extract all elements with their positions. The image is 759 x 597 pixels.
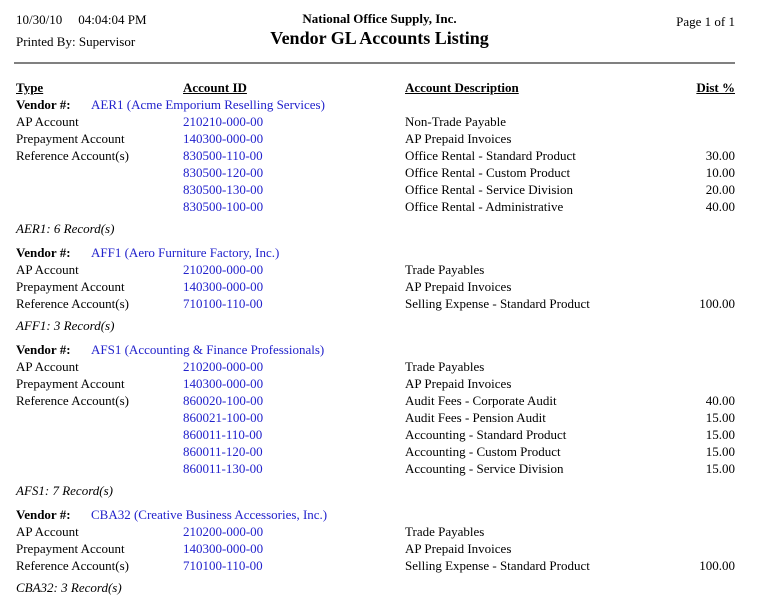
row-dist-pct: 15.00	[705, 461, 735, 476]
row-account-id-link[interactable]: 830500-120-00	[183, 165, 264, 180]
row-type-label: Prepayment Account	[16, 541, 125, 556]
vendor-header-row	[0, 244, 759, 261]
row-account-description: Audit Fees - Pension Audit	[405, 410, 546, 425]
row-account-description: Selling Expense - Standard Product	[405, 296, 590, 311]
account-row	[0, 375, 759, 392]
row-dist-pct	[655, 540, 735, 557]
row-type-label	[16, 198, 183, 215]
row-account-id-link[interactable]: 860011-130-00	[183, 461, 263, 476]
row-type-label: AP Account	[16, 114, 79, 129]
row-type-label: Prepayment Account	[16, 279, 125, 294]
row-dist-pct	[655, 358, 735, 375]
account-row	[0, 147, 759, 164]
account-row	[0, 523, 759, 540]
column-header-account-id: Account ID	[183, 80, 247, 95]
account-row	[0, 295, 759, 312]
row-account-id-link[interactable]: 210200-000-00	[183, 262, 264, 277]
row-type-label: Prepayment Account	[16, 131, 125, 146]
row-dist-pct: 40.00	[705, 199, 735, 214]
vendor-id-link[interactable]: AFF1 (Aero Furniture Factory, Inc.)	[91, 245, 280, 260]
row-account-id-link[interactable]: 210210-000-00	[183, 114, 264, 129]
row-account-description: Office Rental - Administrative	[405, 199, 564, 214]
row-type-label	[16, 460, 183, 477]
row-dist-pct: 15.00	[705, 427, 735, 442]
row-dist-pct: 20.00	[705, 182, 735, 197]
vendor-id-link[interactable]: AFS1 (Accounting & Finance Professionals)	[91, 342, 325, 357]
vendor-section	[0, 244, 759, 334]
report-header	[0, 0, 759, 62]
row-account-id-link[interactable]: 860011-110-00	[183, 427, 263, 442]
row-account-description: AP Prepaid Invoices	[405, 541, 512, 556]
row-type-label	[16, 164, 183, 181]
account-row	[0, 164, 759, 181]
row-account-description: Accounting - Service Division	[405, 461, 564, 476]
row-account-id-link[interactable]: 830500-130-00	[183, 182, 264, 197]
account-row	[0, 392, 759, 409]
header-rule	[14, 62, 735, 64]
row-account-id-link[interactable]: 140300-000-00	[183, 131, 264, 146]
row-dist-pct: 15.00	[705, 410, 735, 425]
report-titles	[0, 12, 759, 48]
row-account-id-link[interactable]: 860011-120-00	[183, 444, 263, 459]
row-account-description: AP Prepaid Invoices	[405, 376, 512, 391]
row-dist-pct	[655, 278, 735, 295]
row-dist-pct: 15.00	[705, 444, 735, 459]
print-time: 04:04:04 PM	[78, 12, 147, 27]
row-account-id-link[interactable]: 860021-100-00	[183, 410, 264, 425]
row-account-description: Audit Fees - Corporate Audit	[405, 393, 557, 408]
row-account-id-link[interactable]: 860020-100-00	[183, 393, 264, 408]
row-account-description: Trade Payables	[405, 524, 485, 539]
account-row	[0, 557, 759, 574]
page-indicator: Page 1 of 1	[676, 14, 735, 29]
row-account-id-link[interactable]: 830500-100-00	[183, 199, 264, 214]
vendor-record-count: AFF1: 3 Record(s)	[16, 318, 115, 333]
row-account-description: Selling Expense - Standard Product	[405, 558, 590, 573]
row-type-label: Prepayment Account	[16, 376, 125, 391]
vendor-record-count: AER1: 6 Record(s)	[16, 221, 115, 236]
row-dist-pct: 30.00	[705, 148, 735, 163]
vendor-rows	[0, 523, 759, 574]
row-account-id-link[interactable]: 140300-000-00	[183, 376, 264, 391]
column-header-account-description: Account Description	[405, 80, 519, 95]
row-type-label: AP Account	[16, 524, 79, 539]
vendor-section	[0, 341, 759, 499]
vendor-rows	[0, 358, 759, 477]
account-row	[0, 426, 759, 443]
account-row	[0, 540, 759, 557]
row-account-description: Accounting - Standard Product	[405, 427, 567, 442]
vendor-number-label: Vendor #:	[16, 245, 71, 260]
row-account-id-link[interactable]: 210200-000-00	[183, 524, 264, 539]
row-account-id-link[interactable]: 710100-110-00	[183, 558, 263, 573]
vendor-sections	[0, 96, 759, 596]
row-account-id-link[interactable]: 140300-000-00	[183, 279, 264, 294]
printed-by-value: Supervisor	[78, 34, 136, 49]
vendor-header-row	[0, 506, 759, 523]
print-date: 10/30/10	[16, 12, 63, 27]
account-row	[0, 443, 759, 460]
row-type-label: Reference Account(s)	[16, 148, 129, 163]
vendor-number-label: Vendor #:	[16, 507, 71, 522]
account-row	[0, 358, 759, 375]
account-row	[0, 261, 759, 278]
row-type-label: Reference Account(s)	[16, 558, 129, 573]
vendor-id-link[interactable]: AER1 (Acme Emporium Reselling Services)	[91, 97, 325, 112]
account-row	[0, 130, 759, 147]
vendor-rows	[0, 113, 759, 215]
row-dist-pct	[655, 261, 735, 278]
row-dist-pct	[655, 130, 735, 147]
row-type-label: Reference Account(s)	[16, 393, 129, 408]
vendor-number-label: Vendor #:	[16, 97, 71, 112]
row-account-description: Office Rental - Standard Product	[405, 148, 576, 163]
account-row	[0, 409, 759, 426]
column-header-dist-pct: Dist %	[696, 80, 735, 95]
row-account-description: Trade Payables	[405, 359, 485, 374]
vendor-header-row	[0, 96, 759, 113]
account-row	[0, 198, 759, 215]
row-account-id-link[interactable]: 140300-000-00	[183, 541, 264, 556]
vendor-number-label: Vendor #:	[16, 342, 71, 357]
vendor-id-link[interactable]: CBA32 (Creative Business Accessories, Inc.)	[91, 507, 328, 522]
vendor-rows	[0, 261, 759, 312]
account-row	[0, 113, 759, 130]
row-account-description: AP Prepaid Invoices	[405, 131, 512, 146]
row-account-description: Accounting - Custom Product	[405, 444, 561, 459]
account-row	[0, 181, 759, 198]
report-title: Vendor GL Accounts Listing	[270, 28, 489, 48]
printed-by-label: Printed By:	[16, 34, 76, 49]
vendor-section	[0, 506, 759, 596]
row-type-label: Reference Account(s)	[16, 296, 129, 311]
row-type-label	[16, 443, 183, 460]
row-account-description: AP Prepaid Invoices	[405, 279, 512, 294]
row-account-description: Trade Payables	[405, 262, 485, 277]
row-dist-pct: 100.00	[699, 296, 735, 311]
row-dist-pct	[655, 113, 735, 130]
row-dist-pct: 10.00	[705, 165, 735, 180]
row-type-label	[16, 409, 183, 426]
column-header-type: Type	[16, 80, 44, 95]
row-account-id-link[interactable]: 210200-000-00	[183, 359, 264, 374]
row-type-label: AP Account	[16, 359, 79, 374]
row-type-label	[16, 181, 183, 198]
row-type-label	[16, 426, 183, 443]
company-name: National Office Supply, Inc.	[302, 11, 457, 26]
vendor-record-count: CBA32: 3 Record(s)	[16, 580, 122, 595]
column-headers	[0, 79, 759, 96]
account-row	[0, 278, 759, 295]
row-dist-pct	[655, 523, 735, 540]
vendor-record-count: AFS1: 7 Record(s)	[16, 483, 113, 498]
vendor-section	[0, 96, 759, 237]
row-account-id-link[interactable]: 710100-110-00	[183, 296, 263, 311]
vendor-header-row	[0, 341, 759, 358]
row-dist-pct	[655, 375, 735, 392]
row-account-description: Office Rental - Custom Product	[405, 165, 571, 180]
row-account-id-link[interactable]: 830500-110-00	[183, 148, 263, 163]
row-account-description: Office Rental - Service Division	[405, 182, 573, 197]
account-row	[0, 460, 759, 477]
row-account-description: Non-Trade Payable	[405, 114, 506, 129]
row-type-label: AP Account	[16, 262, 79, 277]
row-dist-pct: 100.00	[699, 558, 735, 573]
row-dist-pct: 40.00	[705, 393, 735, 408]
